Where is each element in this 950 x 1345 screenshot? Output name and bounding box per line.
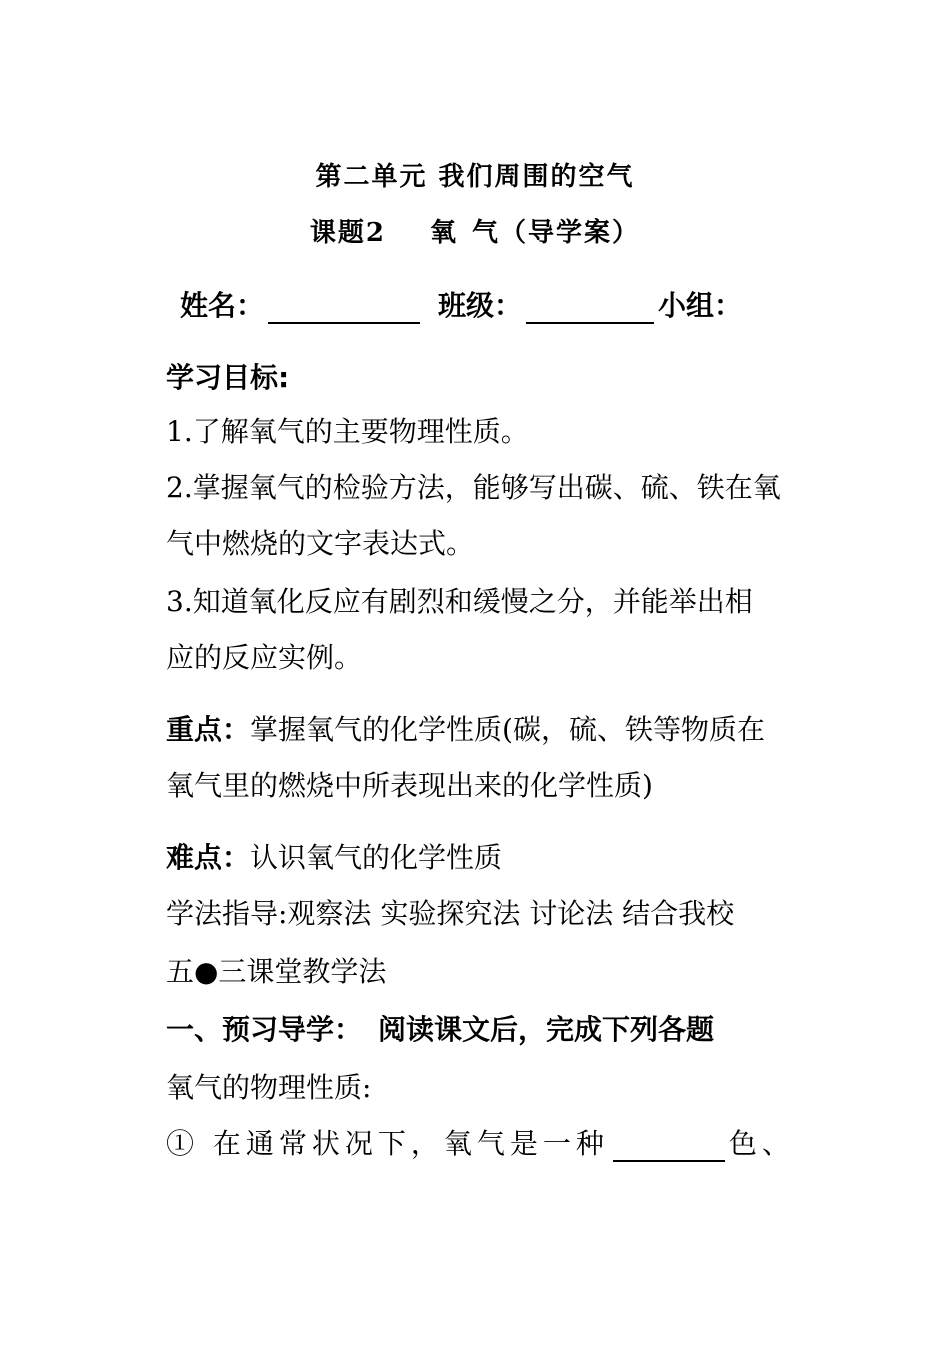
physical-item-1 <box>166 1126 795 1162</box>
difficulties-text: 认识氧气的化学性质 <box>250 841 503 874</box>
objective-item: 应的反应实例。 <box>166 641 363 674</box>
objective-item: 1.了解氧气的主要物理性质。 <box>166 415 529 448</box>
method-line2: 五●三课堂教学法 <box>166 955 387 988</box>
section1-heading-line <box>166 1012 714 1048</box>
class-label: 班级： <box>438 289 523 322</box>
section1-instruction: 阅读课文后，完成下列各题 <box>378 1013 715 1046</box>
lesson-title <box>0 212 950 249</box>
physical-properties-heading: 氧气的物理性质: <box>166 1071 372 1104</box>
name-blank[interactable] <box>268 292 420 324</box>
method-line1: 学法指导:观察法 实验探究法 讨论法 结合我校 <box>166 897 735 930</box>
key-points-line1 <box>166 712 765 748</box>
lesson-char-gas: 气 <box>472 218 501 248</box>
objective-item: 3.知道氧化反应有剧烈和缓慢之分，并能举出相 <box>166 585 753 618</box>
section1-heading: 一、预习导学： <box>166 1013 363 1046</box>
objective-item: 气中燃烧的文字表达式。 <box>166 527 475 560</box>
lesson-prefix: 课题2 <box>309 218 387 248</box>
difficulties-line <box>166 840 502 876</box>
lesson-char-oxygen: 氧 <box>430 218 459 248</box>
key-points-line2: 氧气里的燃烧中所表现出来的化学性质) <box>166 769 653 802</box>
unit-title: 第二单元 我们周围的空气 <box>315 162 635 192</box>
physical-item-1-text: ① 在通常状况下，氧气是一种 <box>166 1127 609 1160</box>
class-blank[interactable] <box>526 292 654 324</box>
physical-item-1-after: 色、 <box>728 1127 795 1160</box>
objectives-heading: 学习目标: <box>166 361 290 394</box>
key-points-label: 重点： <box>166 713 251 746</box>
key-points-text: 掌握氧气的化学性质(碳，硫、铁等物质在 <box>250 713 765 746</box>
lesson-suffix: （导学案） <box>500 218 641 248</box>
name-label: 姓名： <box>180 289 265 322</box>
difficulties-label: 难点： <box>166 841 251 874</box>
group-label: 小组： <box>658 289 743 322</box>
objective-item: 2.掌握氧气的检验方法，能够写出碳、硫、铁在氧 <box>166 471 781 504</box>
student-info-row <box>180 284 742 324</box>
color-blank[interactable] <box>613 1132 725 1162</box>
